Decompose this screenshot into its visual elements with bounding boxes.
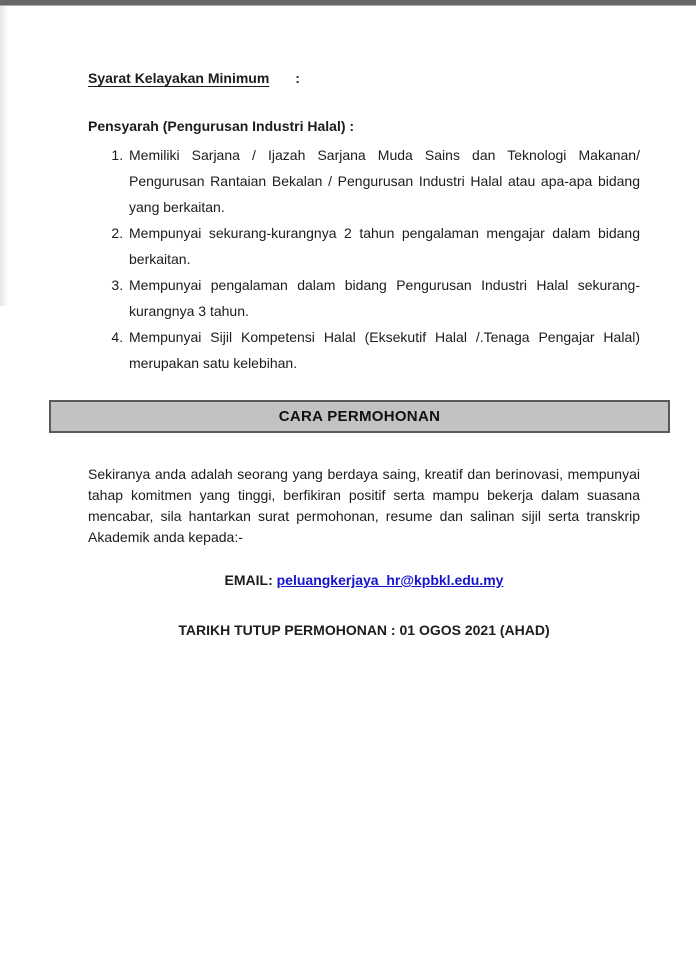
application-instructions-paragraph: Sekiranya anda adalah seorang yang berdaya saing, kreatif dan berinovasi, mempunyai tahap komitmen yang tinggi, berfikiran positif serta mampu bekerja dalam suasana mencabar, sila hantarkan surat permohonan, resume dan salinan sijil serta transkrip Akademik anda kepada:- xyxy=(88,466,640,545)
application-method-banner xyxy=(49,400,670,433)
email-label: EMAIL: xyxy=(224,572,273,588)
application-method-banner-title: CARA PERMOHONAN xyxy=(278,408,441,425)
requirement-item-2: 2. Mempunyai sekurang-kurangnya 2 tahun pengalaman mengajar dalam bidang berkaitan. xyxy=(127,220,640,272)
closing-date: TARIKH TUTUP PERMOHONAN : 01 OGOS 2021 (AHAD) xyxy=(178,622,550,638)
position-title: Pensyarah (Pengurusan Industri Halal) : xyxy=(88,118,355,134)
minimum-requirements-heading xyxy=(88,70,640,86)
requirement-item-3: 3. Mempunyai pengalaman dalam bidang Pengurusan Industri Halal sekurang-kurangnya 3 tahun. xyxy=(127,272,640,324)
requirements-list xyxy=(88,142,640,376)
email-line xyxy=(88,572,640,588)
requirement-item-1: 1. Memiliki Sarjana / Ijazah Sarjana Muda Sains dan Teknologi Makanan/ Pengurusan Rantaian Bekalan / Pengurusan Industri Halal atau apa-apa bidang yang berkaitan. xyxy=(127,142,640,220)
requirement-item-4: 4. Mempunyai Sijil Kompetensi Halal (Eksekutif Halal /.Tenaga Pengajar Halal) merupakan satu kelebihan. xyxy=(127,324,640,376)
minimum-requirements-heading-colon: : xyxy=(295,70,300,86)
email-address-link[interactable]: peluangkerjaya_hr@kpbkl.edu.my xyxy=(276,572,504,588)
minimum-requirements-heading-text: Syarat Kelayakan Minimum xyxy=(88,70,270,86)
